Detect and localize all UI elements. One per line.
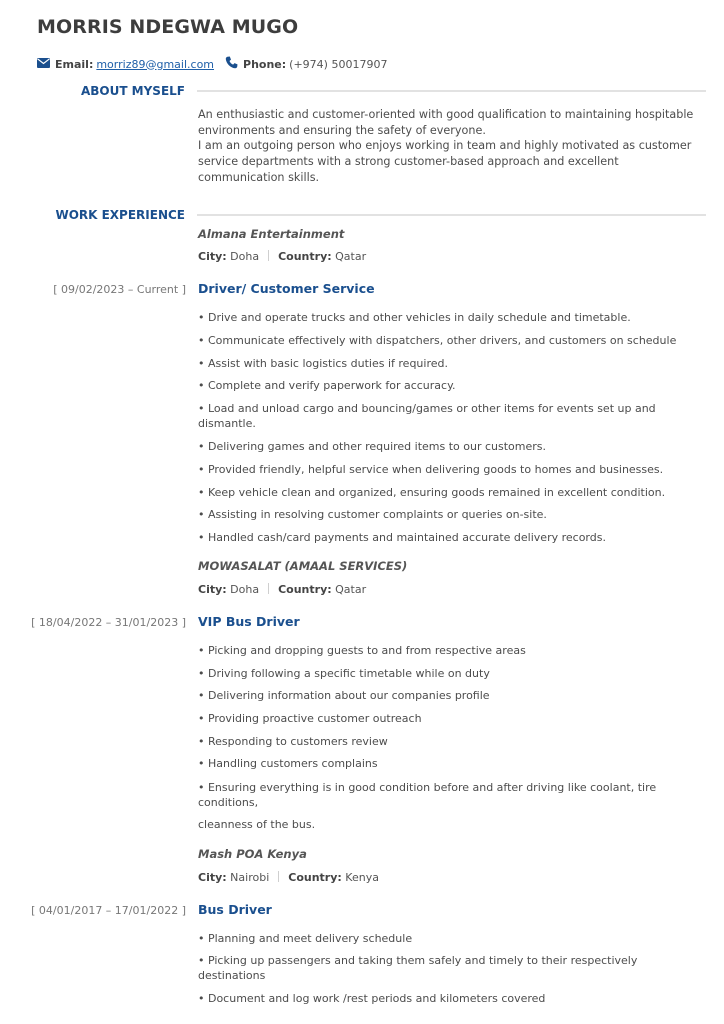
job-dates: [ 04/01/2017 – 17/01/2022 ] [31, 904, 186, 917]
job-bullet: • Handled cash/card payments and maintained accurate delivery records. [198, 531, 606, 544]
country-label: Country: [278, 583, 332, 596]
phone-label: Phone: [243, 57, 287, 71]
job-bullet: • Document and log work /rest periods and kilometers covered [198, 992, 546, 1005]
job-location [198, 871, 379, 884]
job-role: Driver/ Customer Service [198, 281, 375, 296]
job-bullet: • Delivering games and other required items to our customers. [198, 440, 547, 453]
job-bullet: • Load and unload cargo and bouncing/games or other items for events set up and dismantle. [198, 402, 656, 430]
job-bullet: • Complete and verify paperwork for accuracy. [198, 379, 456, 392]
about-paragraph-2: I am an outgoing person who enjoys working in team and highly motivated as customer service departments with a strong customer-based approach and excellent communication skills. [198, 139, 692, 184]
work-divider [197, 214, 706, 216]
city-label: City: [198, 871, 227, 884]
city-label: City: [198, 250, 227, 263]
country-label: Country: [288, 871, 342, 884]
job-location [198, 583, 366, 596]
job-bullet: • Planning and meet delivery schedule [198, 932, 413, 945]
about-paragraph-1: An enthusiastic and customer-oriented with good qualification to maintaining hospitable environments and ensuring the safety of everyone. [198, 108, 694, 137]
country-value: Kenya [345, 871, 379, 884]
email-link[interactable]: morriz89@gmail.com [96, 57, 215, 71]
job-bullet: • Handling customers complains [198, 757, 378, 770]
location-separator [268, 583, 269, 594]
job-bullet: • Picking and dropping guests to and from respective areas [198, 644, 526, 657]
about-section-title: ABOUT MYSELF [80, 84, 185, 98]
job-bullet: • Assist with basic logistics duties if required. [198, 357, 448, 370]
about-divider [197, 90, 706, 92]
job-bullet: • Responding to customers review [198, 735, 388, 748]
job-role: Bus Driver [198, 902, 272, 917]
contact-line [37, 56, 387, 72]
job-bullet: • Providing proactive customer outreach [198, 712, 422, 725]
job-bullet: • Assisting in resolving customer complaints or queries on-site. [198, 508, 547, 521]
job-bullet: • Delivering information about our companies profile [198, 689, 490, 702]
country-value: Qatar [335, 250, 367, 263]
phone-number: (+974) 50017907 [289, 57, 388, 71]
city-label: City: [198, 583, 227, 596]
phone-icon [225, 56, 238, 72]
city-value: Doha [230, 250, 260, 263]
work-section-title: WORK EXPERIENCE [55, 208, 185, 222]
job-bullet: • Drive and operate trucks and other vehicles in daily schedule and timetable. [198, 311, 631, 324]
location-separator [268, 250, 269, 261]
city-value: Nairobi [230, 871, 270, 884]
email-label: Email: [55, 57, 94, 71]
job-location [198, 250, 366, 263]
job-role: VIP Bus Driver [198, 614, 300, 629]
city-value: Doha [230, 583, 260, 596]
job-bullet: • Communicate effectively with dispatchers, other drivers, and customers on schedule [198, 334, 677, 347]
envelope-icon [37, 58, 50, 71]
job-dates: [ 09/02/2023 – Current ] [53, 283, 186, 296]
job-dates: [ 18/04/2022 – 31/01/2023 ] [31, 616, 186, 629]
country-value: Qatar [335, 583, 367, 596]
job-bullet: • Provided friendly, helpful service when delivering goods to homes and businesses. [198, 463, 664, 476]
company-name: Mash POA Kenya [198, 847, 307, 861]
country-label: Country: [278, 250, 332, 263]
job-bullet: • Ensuring everything is in good condition before and after driving like coolant, tire conditions, [198, 781, 657, 809]
company-name: MOWASALAT (AMAAL SERVICES) [198, 559, 408, 573]
job-bullet: • Picking up passengers and taking them safely and timely to their respectively destinations [198, 954, 638, 982]
location-separator [278, 871, 279, 882]
candidate-name: MORRIS NDEGWA MUGO [37, 16, 299, 38]
company-name: Almana Entertainment [198, 227, 345, 241]
job-bullet: cleanness of the bus. [198, 818, 316, 831]
job-bullet: • Keep vehicle clean and organized, ensuring goods remained in excellent condition. [198, 486, 666, 499]
job-bullet: • Driving following a specific timetable while on duty [198, 667, 490, 680]
